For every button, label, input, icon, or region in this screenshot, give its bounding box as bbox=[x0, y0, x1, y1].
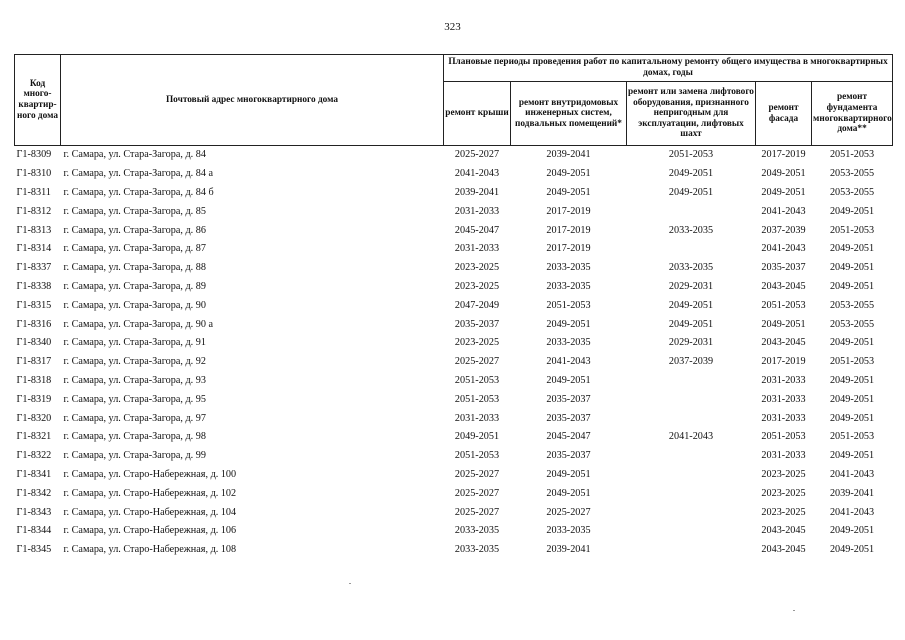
cell-code: Г1-8314 bbox=[16, 243, 52, 255]
header-address: Почтовый адрес многоквартирного дома bbox=[61, 55, 444, 146]
cell-address: г. Самара, ул. Стара-Загора, д. 98 bbox=[63, 431, 206, 443]
cell-code: Г1-8321 bbox=[16, 431, 52, 443]
cell-roof: 2039-2041 bbox=[454, 186, 500, 198]
cell-code: Г1-8344 bbox=[16, 525, 52, 537]
cell-facade: 2043-2045 bbox=[761, 544, 806, 556]
cell-engineering: 2049-2051 bbox=[546, 168, 591, 180]
table-row bbox=[15, 447, 893, 466]
cell-engineering: 2049-2051 bbox=[546, 186, 591, 198]
table-header bbox=[15, 55, 893, 146]
cell-elevator bbox=[627, 541, 756, 560]
cell-elevator: 2041-2043 bbox=[668, 431, 714, 443]
table-row bbox=[15, 390, 893, 409]
cell-address: г. Самара, ул. Стара-Загора, д. 88 bbox=[63, 262, 206, 274]
page-number: 323 bbox=[444, 21, 461, 33]
cell-address: г. Самара, ул. Старо-Набережная, д. 106 bbox=[63, 525, 237, 537]
table-row bbox=[15, 315, 893, 334]
cell-foundation: 2049-2051 bbox=[829, 243, 875, 255]
cell-facade: 2049-2051 bbox=[761, 168, 806, 180]
cell-elevator: 2029-2031 bbox=[668, 337, 714, 349]
cell-elevator bbox=[627, 372, 756, 391]
cell-facade: 2023-2025 bbox=[761, 506, 806, 518]
cell-engineering: 2017-2019 bbox=[546, 243, 591, 255]
cell-address: г. Самара, ул. Стара-Загора, д. 99 bbox=[63, 450, 206, 462]
cell-code: Г1-8322 bbox=[16, 450, 52, 462]
cell-roof: 2025-2027 bbox=[454, 356, 500, 368]
cell-facade: 2043-2045 bbox=[761, 337, 806, 349]
cell-elevator bbox=[627, 390, 756, 409]
cell-address: г. Самара, ул. Стара-Загора, д. 91 bbox=[63, 337, 206, 349]
table-row bbox=[15, 466, 893, 485]
table-row bbox=[15, 522, 893, 541]
cell-code: Г1-8341 bbox=[16, 468, 52, 480]
cell-roof: 2023-2025 bbox=[454, 262, 500, 274]
cell-facade: 2049-2051 bbox=[761, 186, 806, 198]
scan-speck bbox=[349, 583, 351, 584]
cell-foundation: 2049-2051 bbox=[829, 412, 875, 424]
table-row bbox=[15, 165, 893, 184]
cell-address: г. Самара, ул. Стара-Загора, д. 95 bbox=[63, 393, 206, 405]
cell-foundation: 2049-2051 bbox=[829, 205, 875, 217]
cell-foundation: 2049-2051 bbox=[829, 280, 875, 292]
cell-facade: 2041-2043 bbox=[761, 205, 806, 217]
table-row bbox=[15, 409, 893, 428]
cell-facade: 2023-2025 bbox=[761, 487, 806, 499]
cell-elevator: 2049-2051 bbox=[668, 299, 714, 311]
cell-roof: 2041-2043 bbox=[454, 168, 500, 180]
capital-repair-table bbox=[14, 54, 893, 560]
cell-code: Г1-8311 bbox=[16, 186, 51, 198]
cell-code: Г1-8340 bbox=[16, 337, 52, 349]
table-row bbox=[15, 372, 893, 391]
table-row bbox=[15, 296, 893, 315]
cell-elevator bbox=[627, 522, 756, 541]
cell-address: г. Самара, ул. Старо-Набережная, д. 104 bbox=[63, 506, 237, 518]
cell-facade: 2051-2053 bbox=[761, 431, 806, 443]
cell-elevator bbox=[627, 484, 756, 503]
cell-roof: 2033-2035 bbox=[454, 544, 500, 556]
header-group-title: Плановые периоды проведения работ по капитальному ремонту общего имущества в многоквартирных домах, годы bbox=[444, 55, 893, 82]
table-row bbox=[15, 334, 893, 353]
cell-roof: 2023-2025 bbox=[454, 337, 500, 349]
cell-foundation: 2053-2055 bbox=[829, 186, 875, 198]
cell-foundation: 2049-2051 bbox=[829, 337, 875, 349]
header-facade: ремонт фасада bbox=[756, 82, 812, 146]
scan-speck bbox=[793, 610, 795, 611]
cell-facade: 2043-2045 bbox=[761, 280, 806, 292]
cell-foundation: 2039-2041 bbox=[829, 487, 875, 499]
cell-code: Г1-8310 bbox=[16, 168, 52, 180]
cell-elevator bbox=[627, 409, 756, 428]
cell-roof: 2051-2053 bbox=[454, 450, 500, 462]
cell-facade: 2037-2039 bbox=[761, 224, 806, 236]
cell-roof: 2033-2035 bbox=[454, 525, 500, 537]
cell-code: Г1-8320 bbox=[16, 412, 52, 424]
cell-engineering: 2033-2035 bbox=[546, 525, 591, 537]
cell-engineering: 2051-2053 bbox=[546, 299, 591, 311]
cell-roof: 2031-2033 bbox=[454, 205, 500, 217]
cell-address: г. Самара, ул. Старо-Набережная, д. 102 bbox=[63, 487, 237, 499]
cell-elevator: 2037-2039 bbox=[668, 356, 714, 368]
table-row bbox=[15, 184, 893, 203]
cell-address: г. Самара, ул. Стара-Загора, д. 92 bbox=[63, 356, 206, 368]
cell-code: Г1-8318 bbox=[16, 374, 52, 386]
table-row bbox=[15, 221, 893, 240]
cell-engineering: 2035-2037 bbox=[546, 393, 591, 405]
cell-elevator: 2029-2031 bbox=[668, 280, 714, 292]
cell-address: г. Самара, ул. Старо-Набережная, д. 108 bbox=[63, 544, 237, 556]
cell-address: г. Самара, ул. Стара-Загора, д. 85 bbox=[63, 205, 206, 217]
cell-elevator: 2051-2053 bbox=[668, 149, 714, 161]
cell-elevator: 2049-2051 bbox=[668, 168, 714, 180]
table-body bbox=[15, 146, 893, 560]
cell-elevator bbox=[627, 503, 756, 522]
cell-foundation: 2049-2051 bbox=[829, 393, 875, 405]
cell-elevator: 2033-2035 bbox=[668, 262, 714, 274]
capital-repair-table-container bbox=[14, 54, 892, 560]
cell-address: г. Самара, ул. Стара-Загора, д. 97 bbox=[63, 412, 206, 424]
cell-engineering: 2039-2041 bbox=[546, 544, 591, 556]
cell-address: г. Самара, ул. Стара-Загора, д. 86 bbox=[63, 224, 206, 236]
cell-facade: 2017-2019 bbox=[761, 356, 806, 368]
cell-foundation: 2053-2055 bbox=[829, 299, 875, 311]
table-row bbox=[15, 353, 893, 372]
cell-address: г. Самара, ул. Стара-Загора, д. 87 bbox=[63, 243, 206, 255]
cell-address: г. Самара, ул. Старо-Набережная, д. 100 bbox=[63, 468, 237, 480]
table-row bbox=[15, 484, 893, 503]
cell-foundation: 2049-2051 bbox=[829, 450, 875, 462]
cell-address: г. Самара, ул. Стара-Загора, д. 84 а bbox=[63, 168, 214, 180]
cell-roof: 2031-2033 bbox=[454, 412, 500, 424]
cell-engineering: 2025-2027 bbox=[546, 506, 591, 518]
cell-address: г. Самара, ул. Стара-Загора, д. 93 bbox=[63, 374, 206, 386]
cell-roof: 2049-2051 bbox=[454, 431, 500, 443]
cell-engineering: 2049-2051 bbox=[546, 487, 591, 499]
cell-facade: 2035-2037 bbox=[761, 262, 806, 274]
cell-code: Г1-8315 bbox=[16, 299, 52, 311]
cell-foundation: 2049-2051 bbox=[829, 525, 875, 537]
cell-facade: 2017-2019 bbox=[761, 149, 806, 161]
cell-code: Г1-8316 bbox=[16, 318, 52, 330]
table-row bbox=[15, 541, 893, 560]
cell-elevator bbox=[627, 466, 756, 485]
cell-address: г. Самара, ул. Стара-Загора, д. 84 bbox=[63, 149, 206, 161]
cell-facade: 2031-2033 bbox=[761, 412, 806, 424]
cell-facade: 2023-2025 bbox=[761, 468, 806, 480]
cell-elevator bbox=[627, 447, 756, 466]
cell-roof: 2025-2027 bbox=[454, 468, 500, 480]
cell-facade: 2043-2045 bbox=[761, 525, 806, 537]
table-row bbox=[15, 278, 893, 297]
cell-code: Г1-8313 bbox=[16, 224, 52, 236]
cell-elevator: 2033-2035 bbox=[668, 224, 714, 236]
cell-elevator bbox=[627, 202, 756, 221]
cell-foundation: 2051-2053 bbox=[829, 224, 875, 236]
cell-roof: 2051-2053 bbox=[454, 393, 500, 405]
cell-foundation: 2051-2053 bbox=[829, 149, 875, 161]
cell-facade: 2031-2033 bbox=[761, 393, 806, 405]
table-row bbox=[15, 146, 893, 165]
cell-engineering: 2041-2043 bbox=[546, 356, 591, 368]
cell-engineering: 2045-2047 bbox=[546, 431, 591, 443]
cell-elevator: 2049-2051 bbox=[668, 186, 714, 198]
cell-engineering: 2033-2035 bbox=[546, 262, 591, 274]
cell-facade: 2031-2033 bbox=[761, 450, 806, 462]
cell-engineering: 2033-2035 bbox=[546, 337, 591, 349]
cell-engineering: 2049-2051 bbox=[546, 318, 591, 330]
cell-code: Г1-8312 bbox=[16, 205, 52, 217]
cell-code: Г1-8317 bbox=[16, 356, 52, 368]
table-row bbox=[15, 259, 893, 278]
table-row bbox=[15, 202, 893, 221]
cell-code: Г1-8345 bbox=[16, 544, 52, 556]
cell-address: г. Самара, ул. Стара-Загора, д. 90 bbox=[63, 299, 206, 311]
cell-code: Г1-8309 bbox=[16, 149, 52, 161]
cell-foundation: 2053-2055 bbox=[829, 318, 875, 330]
cell-engineering: 2049-2051 bbox=[546, 468, 591, 480]
cell-facade: 2031-2033 bbox=[761, 374, 806, 386]
cell-code: Г1-8337 bbox=[16, 262, 52, 274]
cell-facade: 2041-2043 bbox=[761, 243, 806, 255]
table-row bbox=[15, 503, 893, 522]
cell-elevator bbox=[627, 240, 756, 259]
cell-foundation: 2041-2043 bbox=[829, 468, 875, 480]
cell-foundation: 2049-2051 bbox=[829, 262, 875, 274]
table-row bbox=[15, 428, 893, 447]
cell-code: Г1-8343 bbox=[16, 506, 52, 518]
cell-engineering: 2049-2051 bbox=[546, 374, 591, 386]
table-row bbox=[15, 240, 893, 259]
cell-foundation: 2053-2055 bbox=[829, 168, 875, 180]
cell-roof: 2047-2049 bbox=[454, 299, 500, 311]
cell-engineering: 2035-2037 bbox=[546, 412, 591, 424]
cell-code: Г1-8338 bbox=[16, 280, 52, 292]
cell-address: г. Самара, ул. Стара-Загора, д. 84 б bbox=[63, 186, 214, 198]
header-engineering: ремонт внутридомовых инженерных систем, подвальных помещений* bbox=[511, 82, 627, 146]
header-foundation: ремонт фундамента многоквартирного дома** bbox=[812, 82, 893, 146]
cell-address: г. Самара, ул. Стара-Загора, д. 90 а bbox=[63, 318, 214, 330]
cell-code: Г1-8319 bbox=[16, 393, 52, 405]
header-elevator: ремонт или замена лифтового оборудования, признанного непригодным для эксплуатации, лифтовых шахт bbox=[627, 82, 756, 146]
cell-address: г. Самара, ул. Стара-Загора, д. 89 bbox=[63, 280, 206, 292]
header-code: Код много-квартир-ного дома bbox=[15, 55, 61, 146]
cell-foundation: 2049-2051 bbox=[829, 544, 875, 556]
cell-engineering: 2033-2035 bbox=[546, 280, 591, 292]
cell-roof: 2031-2033 bbox=[454, 243, 500, 255]
cell-roof: 2025-2027 bbox=[454, 149, 500, 161]
cell-engineering: 2039-2041 bbox=[546, 149, 591, 161]
cell-facade: 2049-2051 bbox=[761, 318, 806, 330]
cell-foundation: 2049-2051 bbox=[829, 374, 875, 386]
cell-engineering: 2035-2037 bbox=[546, 450, 591, 462]
cell-foundation: 2041-2043 bbox=[829, 506, 875, 518]
cell-roof: 2045-2047 bbox=[454, 224, 500, 236]
cell-foundation: 2051-2053 bbox=[829, 356, 875, 368]
cell-elevator: 2049-2051 bbox=[668, 318, 714, 330]
cell-foundation: 2051-2053 bbox=[829, 431, 875, 443]
cell-facade: 2051-2053 bbox=[761, 299, 806, 311]
cell-roof: 2035-2037 bbox=[454, 318, 500, 330]
cell-roof: 2051-2053 bbox=[454, 374, 500, 386]
cell-engineering: 2017-2019 bbox=[546, 205, 591, 217]
cell-engineering: 2017-2019 bbox=[546, 224, 591, 236]
cell-roof: 2025-2027 bbox=[454, 506, 500, 518]
cell-code: Г1-8342 bbox=[16, 487, 52, 499]
header-roof: ремонт крыши bbox=[444, 82, 511, 146]
cell-roof: 2023-2025 bbox=[454, 280, 500, 292]
cell-roof: 2025-2027 bbox=[454, 487, 500, 499]
